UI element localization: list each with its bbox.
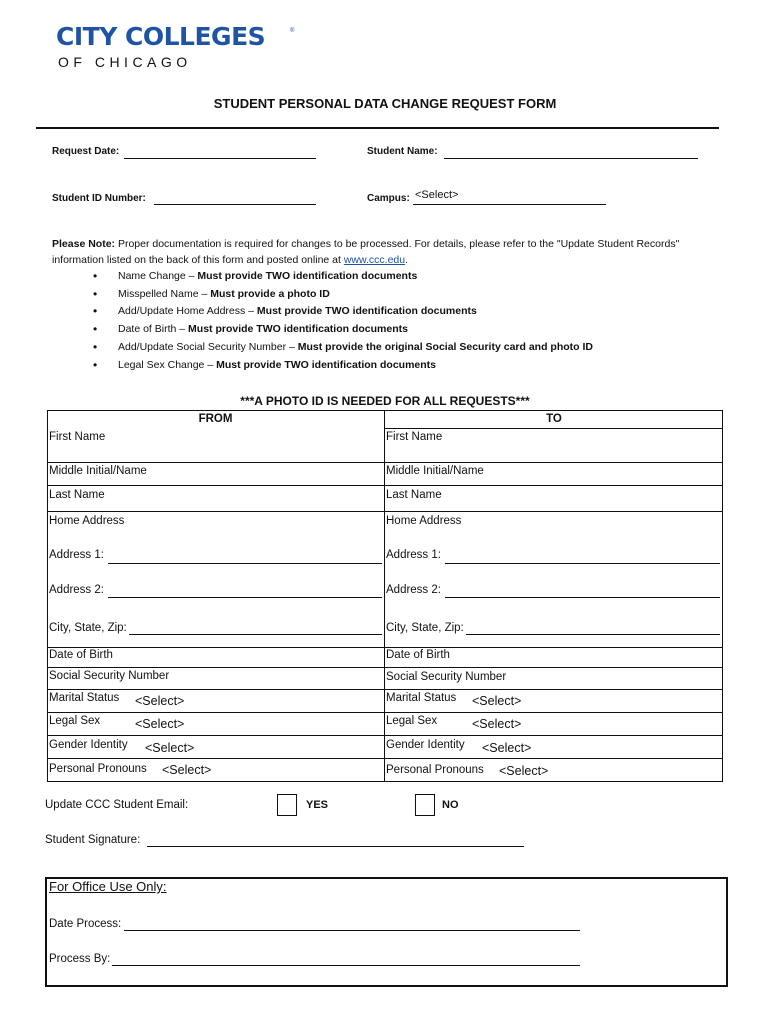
table-row-divider	[47, 511, 723, 512]
yes-checkbox[interactable]	[277, 794, 297, 816]
to-middle-name-label: Middle Initial/Name	[386, 465, 484, 477]
to-city-state-zip-label: City, State, Zip:	[386, 622, 464, 634]
list-item: • Add/Update Social Security Number – Must provide the original Social Security card and photo ID	[90, 339, 593, 357]
no-checkbox[interactable]	[415, 794, 435, 816]
from-marital-status-label: Marital Status	[49, 692, 120, 704]
title-divider	[36, 127, 719, 129]
signature-label: Student Signature:	[45, 834, 141, 846]
to-gender-identity-label: Gender Identity	[386, 739, 465, 751]
email-update-label: Update CCC Student Email:	[45, 799, 189, 811]
from-address2-label: Address 2:	[49, 584, 104, 596]
from-legal-sex-label: Legal Sex	[49, 715, 101, 727]
from-pronouns-select[interactable]: <Select>	[162, 763, 212, 777]
note-label: Please Note:	[52, 238, 116, 250]
from-column-header: FROM	[198, 413, 233, 425]
campus-select[interactable]: <Select>	[415, 189, 459, 201]
student-id-label: Student ID Number:	[52, 193, 146, 204]
to-marital-status-select[interactable]: <Select>	[472, 694, 522, 708]
office-use-title: For Office Use Only:	[49, 879, 167, 894]
ccc-website-link[interactable]: www.ccc.edu	[343, 254, 406, 266]
to-city-state-zip-field[interactable]	[466, 634, 720, 635]
to-home-address-label: Home Address	[386, 515, 462, 527]
from-last-name-label: Last Name	[49, 489, 105, 501]
no-label: NO	[442, 799, 459, 811]
table-row-divider	[47, 758, 723, 759]
to-address2-field[interactable]	[445, 597, 720, 598]
from-legal-sex-select[interactable]: <Select>	[135, 717, 185, 731]
logo-registered-mark: ®	[290, 28, 295, 34]
table-column-divider	[384, 410, 385, 782]
to-legal-sex-label: Legal Sex	[386, 715, 438, 727]
list-item: • Add/Update Home Address – Must provide TWO identification documents	[90, 303, 593, 321]
from-city-state-zip-label: City, State, Zip:	[49, 622, 127, 634]
college-logo-subtitle: OF CHICAGO	[58, 54, 192, 70]
from-first-name-label: First Name	[49, 431, 106, 443]
process-by-label: Process By:	[49, 953, 111, 965]
from-ssn-label: Social Security Number	[49, 670, 170, 682]
from-address1-label: Address 1:	[49, 549, 104, 561]
student-name-label: Student Name:	[367, 146, 438, 157]
requirements-list	[90, 268, 593, 374]
from-marital-status-select[interactable]: <Select>	[135, 694, 185, 708]
from-city-state-zip-field[interactable]	[129, 634, 382, 635]
to-pronouns-label: Personal Pronouns	[386, 764, 484, 776]
student-name-field[interactable]	[444, 158, 698, 159]
date-process-field[interactable]	[124, 930, 580, 931]
to-address1-label: Address 1:	[386, 549, 441, 561]
from-home-address-label: Home Address	[49, 515, 125, 527]
college-logo: CITY COLLEGES	[56, 22, 266, 51]
to-ssn-label: Social Security Number	[386, 671, 507, 683]
from-middle-name-label: Middle Initial/Name	[49, 465, 147, 477]
note-text-end: .	[405, 254, 409, 266]
form-title: STUDENT PERSONAL DATA CHANGE REQUEST FORM	[213, 96, 557, 111]
from-pronouns-label: Personal Pronouns	[49, 763, 147, 775]
from-gender-identity-select[interactable]: <Select>	[145, 741, 195, 755]
table-row-divider	[384, 428, 723, 429]
to-legal-sex-select[interactable]: <Select>	[472, 717, 522, 731]
from-gender-identity-label: Gender Identity	[49, 739, 128, 751]
documentation-note	[52, 236, 732, 268]
process-by-field[interactable]	[112, 965, 580, 966]
student-id-field[interactable]	[154, 204, 316, 205]
to-marital-status-label: Marital Status	[386, 692, 457, 704]
to-gender-identity-select[interactable]: <Select>	[482, 741, 532, 755]
list-item: • Name Change – Must provide TWO identification documents	[90, 268, 593, 286]
list-item: • Date of Birth – Must provide TWO identification documents	[90, 321, 593, 339]
to-column-header: TO	[546, 413, 562, 425]
from-address1-field[interactable]	[108, 563, 382, 564]
signature-field[interactable]	[147, 846, 524, 847]
request-date-label: Request Date:	[52, 146, 120, 157]
yes-label: YES	[306, 799, 329, 811]
from-dob-label: Date of Birth	[49, 649, 113, 661]
to-last-name-label: Last Name	[386, 489, 442, 501]
table-row-divider	[47, 647, 723, 648]
from-address2-field[interactable]	[108, 597, 382, 598]
table-row-divider	[47, 485, 723, 486]
table-row-divider	[47, 667, 723, 668]
campus-field-line	[413, 204, 606, 205]
note-text: Proper documentation is required for changes to be processed. For details, please refer to the "Update Student Records" information listed on the back of this form and posted online at	[52, 238, 680, 266]
to-address2-label: Address 2:	[386, 584, 441, 596]
table-row-divider	[47, 689, 723, 690]
photo-id-notice: ***A PHOTO ID IS NEEDED FOR ALL REQUESTS***	[240, 394, 530, 408]
campus-label: Campus:	[367, 193, 410, 204]
request-date-field[interactable]	[124, 158, 316, 159]
date-process-label: Date Process:	[49, 918, 122, 930]
list-item: • Legal Sex Change – Must provide TWO identification documents	[90, 357, 593, 375]
to-first-name-label: First Name	[386, 431, 443, 443]
to-pronouns-select[interactable]: <Select>	[499, 764, 549, 778]
to-address1-field[interactable]	[445, 563, 720, 564]
table-row-divider	[47, 735, 723, 736]
table-row-divider	[47, 712, 723, 713]
to-dob-label: Date of Birth	[386, 649, 450, 661]
table-row-divider	[47, 462, 723, 463]
list-item: • Misspelled Name – Must provide a photo ID	[90, 286, 593, 304]
